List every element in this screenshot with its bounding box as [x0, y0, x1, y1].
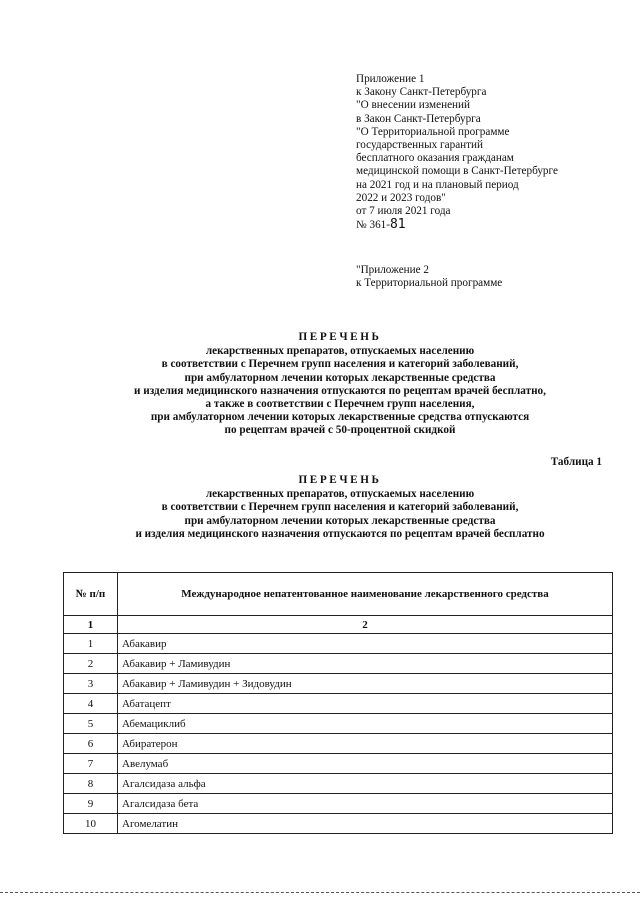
table-index-row [64, 616, 613, 634]
list1-line: а также в соответствии с Перечнем групп населения, [205, 398, 475, 411]
table-row [64, 754, 613, 774]
drug-name: Абакавир + Ламивудин [118, 654, 613, 674]
annex2-header [356, 264, 616, 290]
annex-line: "О Территориальной программе [356, 125, 510, 138]
table-row [64, 794, 613, 814]
annex-line: от 7 июля 2021 года [356, 205, 451, 218]
list1-line: лекарственных препаратов, отпускаемых населению [205, 345, 475, 358]
list2-line: при амбулаторном лечении которых лекарственные средства [184, 514, 496, 527]
table-row [64, 774, 613, 794]
table-row [64, 694, 613, 714]
row-number: 1 [64, 634, 118, 654]
drug-name: Абемациклиб [118, 714, 613, 734]
drug-name: Абатацепт [118, 694, 613, 714]
row-number: 2 [64, 654, 118, 674]
annex2-line: "Приложение 2 [356, 264, 430, 276]
table-row [64, 714, 613, 734]
document-number-prefix: № 361- [356, 219, 390, 232]
row-number: 9 [64, 794, 118, 814]
header-drug-name: Международное непатентованное наименование лекарственного средства [118, 573, 613, 616]
page-footer-line [0, 892, 640, 894]
list1-heading [60, 331, 620, 438]
drug-table [63, 572, 613, 834]
list2-line: и изделия медицинского назначения отпускаются по рецептам врачей бесплатно [135, 527, 545, 540]
table-row [64, 814, 613, 834]
list1-line: по рецептам врачей с 50-процентной скидкой [224, 424, 456, 437]
list1-line: и изделия медицинского назначения отпускаются по рецептам врачей бесплатно, [134, 384, 546, 397]
annex-line: в Закон Санкт-Петербурга [356, 112, 481, 125]
table-header-row [64, 573, 613, 616]
index-cell: 2 [118, 616, 613, 634]
list1-title: ПЕРЕЧЕНЬ [298, 331, 382, 343]
row-number: 4 [64, 694, 118, 714]
drug-name: Агалсидаза бета [118, 794, 613, 814]
header-number: № п/п [64, 573, 118, 616]
row-number: 8 [64, 774, 118, 794]
document-number [356, 218, 616, 232]
list2-title: ПЕРЕЧЕНЬ [298, 474, 382, 486]
table-row [64, 654, 613, 674]
row-number: 10 [64, 814, 118, 834]
list1-line: в соответствии с Перечнем групп населения и категорий заболеваний, [161, 358, 519, 371]
annex-line: "О внесении изменений [356, 99, 470, 112]
table-label: Таблица 1 [550, 456, 602, 468]
index-cell: 1 [64, 616, 118, 634]
drug-name: Абиратерон [118, 734, 613, 754]
list2-heading [60, 474, 620, 541]
list2-line: лекарственных препаратов, отпускаемых населению [205, 488, 475, 501]
drug-name: Абакавир + Ламивудин + Зидовудин [118, 674, 613, 694]
drug-name: Абакавир [118, 634, 613, 654]
drug-name: Агалсидаза альфа [118, 774, 613, 794]
annex-header [356, 73, 616, 232]
table-row [64, 734, 613, 754]
row-number: 5 [64, 714, 118, 734]
annex2-line: к Территориальной программе [356, 277, 503, 290]
row-number: 3 [64, 674, 118, 694]
row-number: 6 [64, 734, 118, 754]
list2-line: в соответствии с Перечнем групп населения и категорий заболеваний, [161, 501, 519, 514]
document-number-handwritten: 81 [389, 217, 406, 233]
list1-line: при амбулаторном лечении которых лекарственные средства [184, 371, 496, 384]
row-number: 7 [64, 754, 118, 774]
list1-line: при амбулаторном лечении которых лекарственные средства отпускаются [150, 411, 530, 424]
annex-line: Приложение 1 [356, 73, 425, 85]
table-row [64, 674, 613, 694]
annex-line: медицинской помощи в Санкт-Петербурге [356, 165, 558, 178]
annex-line: на 2021 год и на плановый период [356, 178, 519, 191]
drug-name: Агомелатин [118, 814, 613, 834]
annex-line: государственных гарантий [356, 139, 484, 152]
annex-line: 2022 и 2023 годов" [356, 191, 446, 204]
annex-line: к Закону Санкт-Петербурга [356, 86, 487, 99]
annex-line: бесплатного оказания гражданам [356, 152, 514, 165]
drug-name: Авелумаб [118, 754, 613, 774]
table-row [64, 634, 613, 654]
